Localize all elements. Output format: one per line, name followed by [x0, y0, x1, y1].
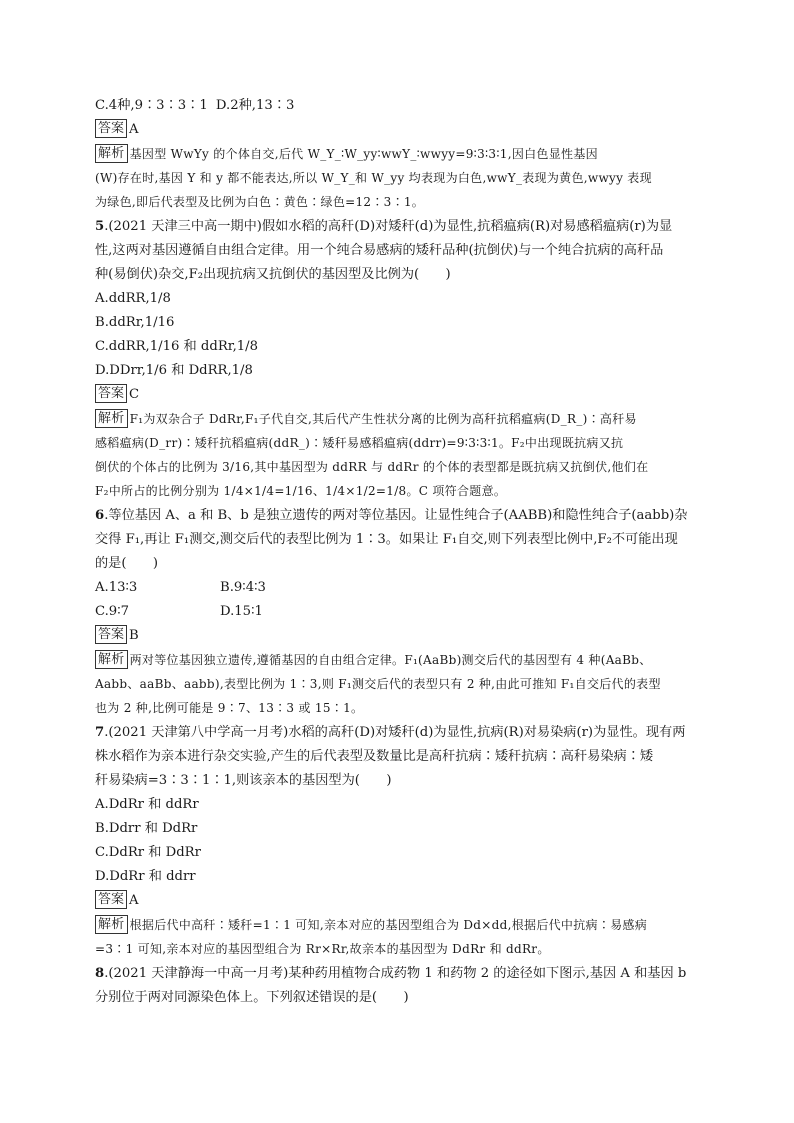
- q7-option-d: D.DdRr 和 ddrr: [95, 869, 196, 884]
- q4-options-cd: [95, 94, 720, 118]
- q6-stem-line: 6.等位基因 A、a 和 B、b 是独立遗传的两对等位基因。让显性纯合子(AABB)和隐性纯合子(aabb)杂: [95, 508, 688, 523]
- q4-explain-line: 为绿色,即后代表型及比例为白色∶黄色∶绿色=12∶3∶1。: [95, 195, 425, 209]
- explain-label: 解析: [95, 650, 128, 669]
- q5-option-d: D.DDrr,1/6 和 DdRR,1/8: [95, 363, 253, 378]
- q5-stem-line: 种(易倒伏)杂交,F₂出现抗病又抗倒伏的基因型及比例为( ): [95, 267, 451, 282]
- q7-number: 7: [95, 725, 105, 740]
- q6-option-b: B.9∶4∶3: [220, 580, 266, 595]
- q5-option-a: A.ddRR,1/8: [95, 291, 171, 306]
- q5-answer: [95, 383, 720, 407]
- q7-answer: [95, 889, 720, 913]
- answer-label: 答案: [95, 384, 127, 403]
- q4-answer: [95, 118, 720, 142]
- q7-stem-line: 7.(2021 天津第八中学高一月考)水稻的高秆(D)对矮秆(d)为显性,抗病(R)对易染病(r)为显性。现有两: [95, 725, 686, 740]
- q4-explain-line: 解析 基因型 WwYy 的个体自交,后代 W_Y_∶W_yy∶wwY_∶wwyy=9∶3∶3∶1,因白色显性基因: [95, 142, 720, 166]
- q6-answer-value: B: [129, 628, 139, 643]
- q7-explain-line: =3∶1 可知,亲本对应的基因型组合为 Rr×Rr,故亲本的基因型为 DdRr 和 ddRr。: [95, 942, 550, 956]
- q5-answer-value: C: [129, 387, 140, 402]
- q8-stem-line: 分别位于两对同源染色体上。下列叙述错误的是( ): [95, 990, 409, 1005]
- answer-label: 答案: [95, 890, 127, 909]
- q7-stem-line: 株水稻作为亲本进行杂交实验,产生的后代表型及数量比是高秆抗病∶矮秆抗病∶高秆易染病∶矮: [95, 749, 654, 764]
- q5-number: 5: [95, 219, 105, 234]
- q6-option-d: D.15∶1: [220, 604, 263, 619]
- q6-option-a: A.13∶3: [95, 580, 138, 595]
- explain-label: 解析: [95, 144, 128, 163]
- q5-explain-line: F₂中所占的比例分别为 1/4×1/4=1/16、1/4×1/2=1/8。C 项符合题意。: [95, 484, 507, 498]
- document-page: [95, 92, 720, 1010]
- q6-options-cd: [95, 600, 720, 624]
- q6-stem-line: 交得 F₁,再让 F₁测交,测交后代的表型比例为 1∶3。如果让 F₁自交,则下列表型比例中,F₂不可能出现: [95, 532, 678, 547]
- q6-answer: [95, 624, 720, 648]
- q7-option-b: B.Ddrr 和 DdRr: [95, 821, 198, 836]
- q5-stem-line: 性,这两对基因遵循自由组合定律。用一个纯合易感病的矮秆品种(抗倒伏)与一个纯合抗病的高秆品: [95, 243, 664, 258]
- q7-option-c: C.DdRr 和 DdRr: [95, 845, 201, 860]
- explain-label: 解析: [95, 409, 128, 428]
- answer-label: 答案: [95, 625, 127, 644]
- q6-explain-line: 解析 两对等位基因独立遗传,遵循基因的自由组合定律。F₁(AaBb)测交后代的基因型有 4 种(AaBb、: [95, 648, 720, 672]
- q5-option-b: B.ddRr,1/16: [95, 315, 175, 330]
- answer-label: 答案: [95, 119, 127, 138]
- q4-explain-line: (W)存在时,基因 Y 和 y 都不能表达,所以 W_Y_和 W_yy 均表现为白色,wwY_表现为黄色,wwyy 表现: [95, 171, 652, 185]
- q5-option-c: C.ddRR,1/16 和 ddRr,1/8: [95, 339, 259, 354]
- q6-explain-line: 也为 2 种,比例可能是 9∶7、13∶3 或 15∶1。: [95, 701, 364, 715]
- q4-answer-value: A: [129, 122, 139, 137]
- q6-explain-line: Aabb、aaBb、aabb),表型比例为 1∶3,则 F₁测交后代的表型只有 2 种,由此可推知 F₁自交后代的表型: [95, 677, 661, 691]
- q5-explain-line: 感稻瘟病(D_rr)∶矮秆抗稻瘟病(ddR_)∶矮秆易感稻瘟病(ddrr)=9∶3∶3∶1。F₂中出现既抗病又抗: [95, 436, 624, 450]
- q7-option-a: A.DdRr 和 ddRr: [95, 797, 199, 812]
- q6-options-ab: [95, 576, 720, 600]
- q5-explain-line: 倒伏的个体占的比例为 3/16,其中基因型为 ddRR 与 ddRr 的个体的表型都是既抗病又抗倒伏,他们在: [95, 460, 649, 474]
- q7-answer-value: A: [129, 893, 139, 908]
- q6-stem-line: 的是( ): [95, 556, 159, 571]
- explain-label: 解析: [95, 915, 128, 934]
- q5-explain-line: 解析 F₁为双杂合子 DdRr,F₁子代自交,其后代产生性状分离的比例为高秆抗稻瘟病(D_R_)∶高秆易: [95, 407, 720, 431]
- q6-number: 6: [95, 508, 105, 523]
- q8-number: 8: [95, 966, 105, 981]
- q7-stem-line: 秆易染病=3∶3∶1∶1,则该亲本的基因型为( ): [95, 773, 392, 788]
- q5-stem-line: 5.(2021 天津三中高一期中)假如水稻的高秆(D)对矮秆(d)为显性,抗稻瘟病(R)对易感稻瘟病(r)为显: [95, 219, 673, 234]
- q4-option-c: C.4种,9∶3∶3∶1: [95, 98, 208, 113]
- q8-stem-line: 8.(2021 天津静海一中高一月考)某种药用植物合成药物 1 和药物 2 的途径如下图示,基因 A 和基因 b: [95, 966, 687, 981]
- q4-option-d: D.2种,13∶3: [215, 98, 295, 113]
- q7-explain-line: 解析 根据后代中高秆∶矮秆=1∶1 可知,亲本对应的基因型组合为 Dd×dd,根据后代中抗病∶易感病: [95, 913, 720, 937]
- q6-option-c: C.9∶7: [95, 604, 130, 619]
